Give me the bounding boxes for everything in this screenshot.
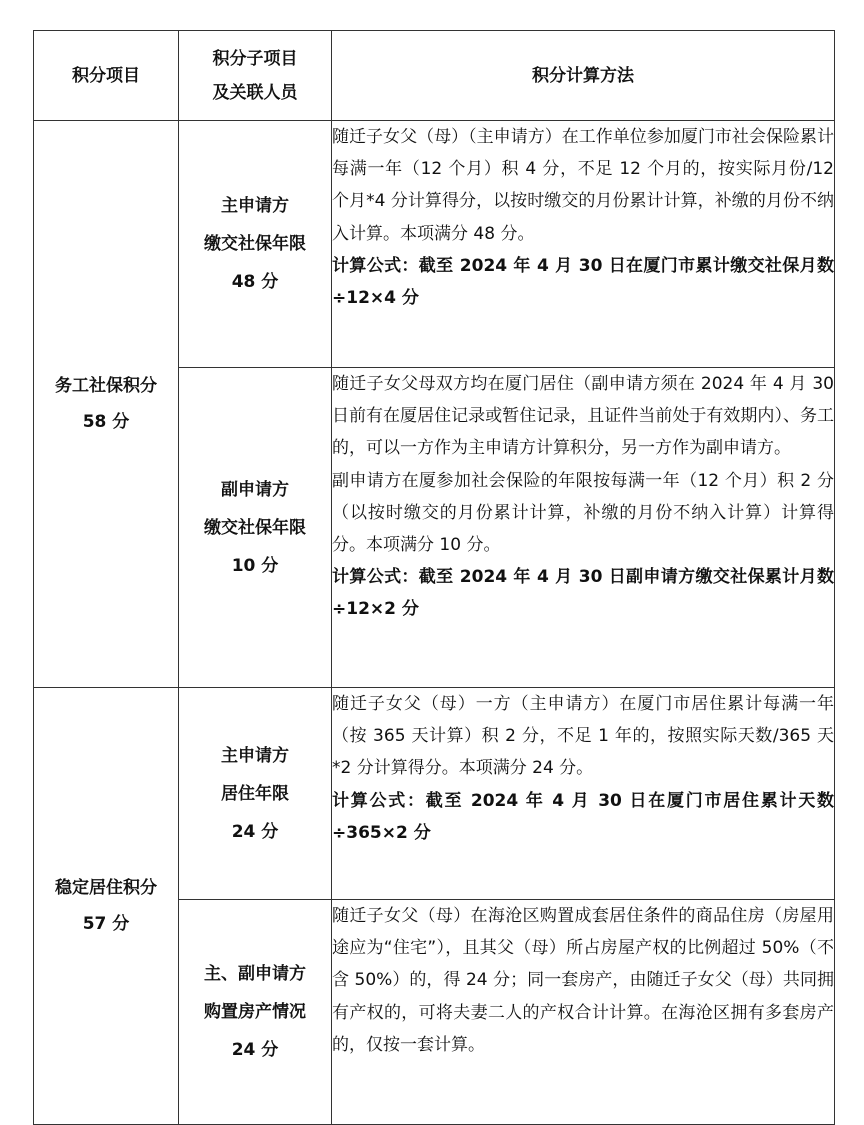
category-points: 58 分 bbox=[82, 412, 130, 432]
method-cell bbox=[332, 121, 835, 368]
header-item: 积分项目 bbox=[34, 31, 179, 121]
subitem-points: 48 分 bbox=[231, 272, 279, 292]
category-points: 57 分 bbox=[82, 914, 130, 934]
subitem-role: 副申请方 bbox=[221, 479, 289, 500]
subitem-name: 缴交社保年限 bbox=[204, 234, 306, 254]
header-method: 积分计算方法 bbox=[332, 31, 835, 121]
formula-text: 计算公式：截至 2024 年 4 月 30 日在厦门市累计缴交社保月数÷12×4 分 bbox=[332, 255, 834, 309]
method-text: 随迁子女父母双方均在厦门居住（副申请方须在 2024 年 4 月 30 日前有在厦居住记录或暂住记录，且证件当前处于有效期内）、务工的，可以一方作为主申请方计算积分，另一方作为副申请方。 bbox=[332, 374, 834, 459]
subitem-points: 24 分 bbox=[231, 821, 279, 842]
category-name: 稳定居住积分 bbox=[55, 878, 157, 898]
subitem-role: 主、副申请方 bbox=[204, 964, 306, 984]
table-row bbox=[34, 121, 835, 368]
header-subitem bbox=[179, 31, 332, 121]
header-subitem-line2: 及关联人员 bbox=[212, 82, 298, 103]
table-header-row bbox=[34, 31, 835, 121]
subitem-name: 缴交社保年限 bbox=[204, 517, 306, 538]
subitem-role: 主申请方 bbox=[221, 745, 289, 766]
subitem-cell bbox=[179, 121, 332, 368]
table-row bbox=[34, 688, 835, 900]
subitem-points: 24 分 bbox=[231, 1040, 279, 1060]
subitem-cell bbox=[179, 688, 332, 900]
method-text: 随迁子女父（母）在海沧区购置成套居住条件的商品住房（房屋用途应为“住宅”），且其父（母）所占房屋产权的比例超过 50%（不含 50%）的，得 24 分；同一套房产，由随迁子女父（母）共同拥有产权的，可将夫妻二人的产权合计计算。在海沧区拥有多套房产的，仅按一套计算。 bbox=[332, 906, 834, 1055]
subitem-name: 居住年限 bbox=[221, 783, 289, 804]
category-cell-social-security bbox=[34, 121, 179, 688]
subitem-name: 购置房产情况 bbox=[204, 1002, 306, 1022]
header-subitem-line1: 积分子项目 bbox=[212, 48, 298, 69]
category-cell-residence bbox=[34, 688, 179, 1125]
category-name: 务工社保积分 bbox=[55, 376, 157, 396]
formula-text: 计算公式：截至 2024 年 4 月 30 日副申请方缴交社保累计月数÷12×2 分 bbox=[332, 567, 834, 620]
subitem-cell bbox=[179, 900, 332, 1125]
subitem-points: 10 分 bbox=[231, 555, 279, 576]
method-text: 随迁子女父（母）（主申请方）在工作单位参加厦门市社会保险累计每满一年（12 个月）积 4 分，不足 12 个月的，按实际月份/12 个月*4 分计算得分，以按时缴交的月份累计计算，补缴的月份不纳入计算。本项满分 48 分。 bbox=[332, 127, 834, 244]
subitem-role: 主申请方 bbox=[221, 196, 289, 216]
subitem-cell bbox=[179, 368, 332, 688]
method-cell bbox=[332, 900, 835, 1125]
method-cell bbox=[332, 368, 835, 688]
formula-text: 计算公式：截至 2024 年 4 月 30 日在厦门市居住累计天数÷365×2 分 bbox=[332, 790, 834, 843]
method-text: 随迁子女父（母）一方（主申请方）在厦门市居住累计每满一年（按 365 天计算）积 2 分，不足 1 年的，按照实际天数/365 天*2 分计算得分。本项满分 24 分。 bbox=[332, 694, 834, 779]
method-cell bbox=[332, 688, 835, 900]
points-table bbox=[33, 30, 835, 1125]
method-text-2: 副申请方在厦参加社会保险的年限按每满一年（12 个月）积 2 分（以按时缴交的月份累计计算，补缴的月份不纳入计算）计算得分。本项满分 10 分。 bbox=[332, 470, 834, 556]
